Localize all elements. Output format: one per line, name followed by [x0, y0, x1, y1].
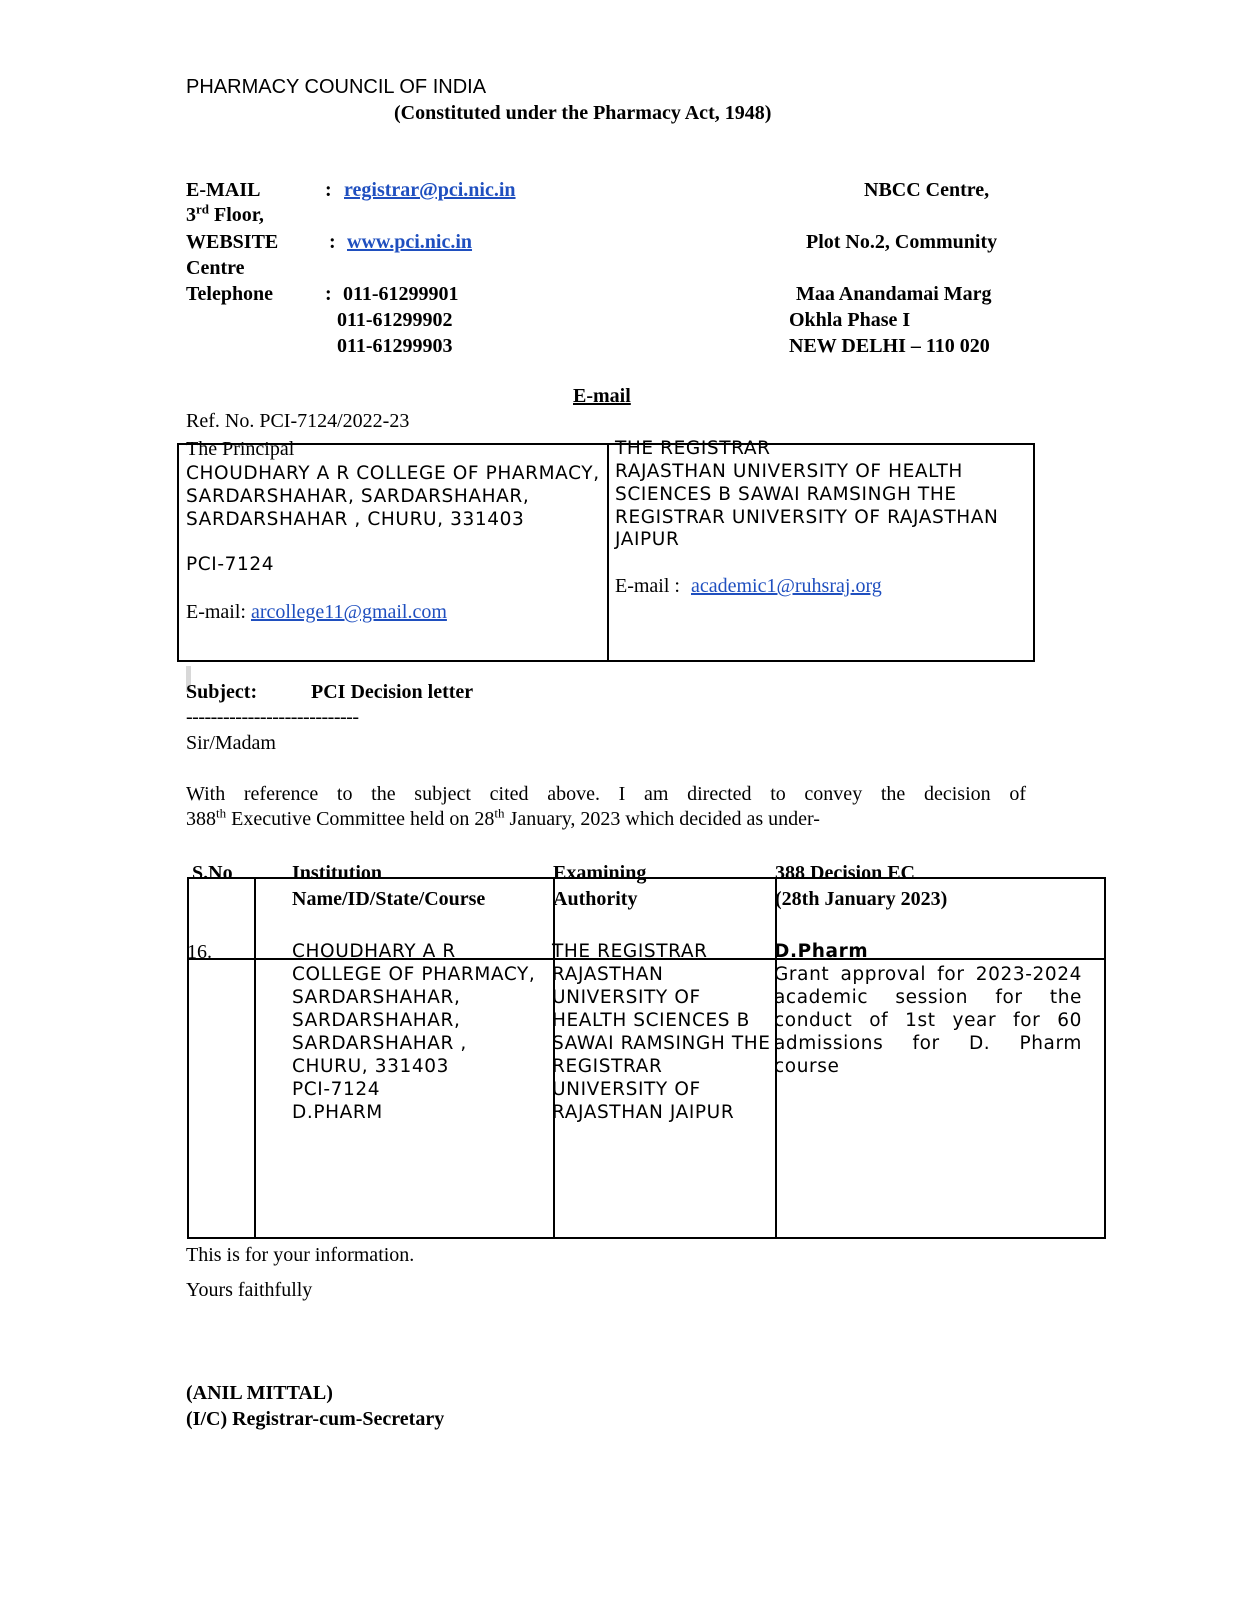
- institution-line: SARDARSHAHAR,: [292, 987, 461, 1008]
- institution-line: PCI-7124: [292, 1079, 381, 1100]
- recipient-right-line-4: REGISTRAR UNIVERSITY OF RAJASTHAN: [615, 507, 999, 528]
- header-exam-1: Examining: [553, 862, 647, 884]
- website-label: WEBSITE: [186, 231, 279, 253]
- institution-line: CHURU, 331403: [292, 1056, 449, 1077]
- authority-line: SAWAI RAMSINGH THE: [552, 1033, 771, 1054]
- recipient-right-line-2: RAJASTHAN UNIVERSITY OF HEALTH: [615, 461, 963, 482]
- recipient-left-email: E-mail: arcollege11@gmail.com: [186, 601, 447, 623]
- closing-yours: Yours faithfully: [186, 1279, 313, 1301]
- signatory-name: (ANIL MITTAL): [186, 1382, 333, 1404]
- address-line-3: Maa Anandamai Marg: [796, 283, 992, 305]
- row-institution: [292, 940, 535, 1124]
- phone-3: 011-61299903: [337, 335, 453, 357]
- authority-line: HEALTH SCIENCES B: [552, 1010, 750, 1031]
- recipient-left-line-1: CHOUDHARY A R COLLEGE OF PHARMACY,: [186, 463, 600, 484]
- recipient-right-line-3: SCIENCES B SAWAI RAMSINGH THE: [615, 484, 957, 505]
- authority-line: UNIVERSITY OF: [552, 987, 701, 1008]
- centre-word: Centre: [186, 257, 245, 279]
- body-line-2: 388th Executive Committee held on 28th January, 2023 which decided as under-: [186, 805, 820, 830]
- college-email-link[interactable]: arcollege11@gmail.com: [250, 601, 447, 623]
- reference-number: Ref. No. PCI-7124/2022-23: [186, 410, 410, 432]
- header-decision-1: 388 Decision EC: [775, 862, 915, 884]
- institution-line: COLLEGE OF PHARMACY,: [292, 964, 536, 985]
- institution-line: SARDARSHAHAR,: [292, 1010, 461, 1031]
- university-email-link[interactable]: academic1@ruhsraj.org: [690, 575, 882, 597]
- institution-line: D.PHARM: [292, 1102, 383, 1123]
- registrar-email-link[interactable]: registrar@pci.nic.in: [344, 179, 516, 201]
- authority-line: REGISTRAR: [552, 1056, 663, 1077]
- org-name: PHARMACY COUNCIL OF INDIA: [186, 76, 487, 98]
- salutation: Sir/Madam: [186, 732, 276, 754]
- header-sno: S.No: [192, 862, 233, 884]
- address-line-4: Okhla Phase I: [789, 309, 911, 331]
- website-link[interactable]: www.pci.nic.in: [347, 231, 473, 253]
- subject-value: PCI Decision letter: [311, 681, 474, 703]
- constituted-line: (Constituted under the Pharmacy Act, 1948): [394, 102, 772, 124]
- recipient-right-line-1: THE REGISTRAR: [615, 438, 771, 459]
- row-decision-text: Grant approval for 2023-2024 academic session for the conduct of 1st year for 60 admissions for D. Pharm course: [774, 964, 1082, 1077]
- website-colon: :: [329, 231, 336, 253]
- recipient-right-line-5: JAIPUR: [615, 529, 680, 550]
- body-line-1: With reference to the subject cited above. I am directed to convey the decision of: [186, 783, 1026, 805]
- email-heading: E-mail: [573, 385, 631, 407]
- phone-1: 011-61299901: [343, 283, 459, 305]
- email-colon: :: [325, 179, 332, 201]
- recipient-left-line-2: SARDARSHAHAR, SARDARSHAHAR,: [186, 486, 530, 507]
- authority-line: RAJASTHAN: [552, 964, 664, 985]
- subject-dashes: ----------------------------: [186, 706, 359, 728]
- row-sno: 16.: [187, 941, 212, 963]
- recipient-left-title: The Principal: [186, 438, 295, 460]
- signatory-designation: (I/C) Registrar-cum-Secretary: [186, 1408, 445, 1430]
- email-label: E-MAIL: [186, 179, 261, 201]
- closing-info: This is for your information.: [186, 1244, 415, 1266]
- recipient-left-code: PCI-7124: [186, 554, 275, 575]
- subject-label: Subject:: [186, 681, 258, 703]
- institution-line: CHOUDHARY A R: [292, 941, 456, 962]
- recipient-left-line-3: SARDARSHAHAR , CHURU, 331403: [186, 509, 525, 530]
- authority-line: RAJASTHAN JAIPUR: [552, 1102, 735, 1123]
- header-decision-2: (28th January 2023): [775, 888, 948, 910]
- row-authority: [552, 940, 771, 1124]
- address-line-5: NEW DELHI – 110 020: [789, 335, 990, 357]
- row-decision-title: D.Pharm: [774, 941, 869, 962]
- table-col-divider-1: [254, 879, 256, 1237]
- telephone-colon: :: [325, 283, 332, 305]
- authority-line: THE REGISTRAR: [552, 941, 708, 962]
- institution-line: SARDARSHAHAR ,: [292, 1033, 467, 1054]
- telephone-label: Telephone: [186, 283, 274, 305]
- header-institution-2: Name/ID/State/Course: [292, 888, 486, 910]
- address-line-2: Plot No.2, Community: [806, 231, 998, 253]
- authority-line: UNIVERSITY OF: [552, 1079, 701, 1100]
- header-institution-1: Institution: [292, 862, 383, 884]
- phone-2: 011-61299902: [337, 309, 453, 331]
- floor-line: 3rd Floor,: [186, 201, 264, 226]
- recipient-right-email: E-mail : academic1@ruhsraj.org: [615, 575, 882, 597]
- address-line-1: NBCC Centre,: [864, 179, 990, 201]
- recipient-divider: [607, 445, 609, 660]
- header-exam-2: Authority: [553, 888, 638, 910]
